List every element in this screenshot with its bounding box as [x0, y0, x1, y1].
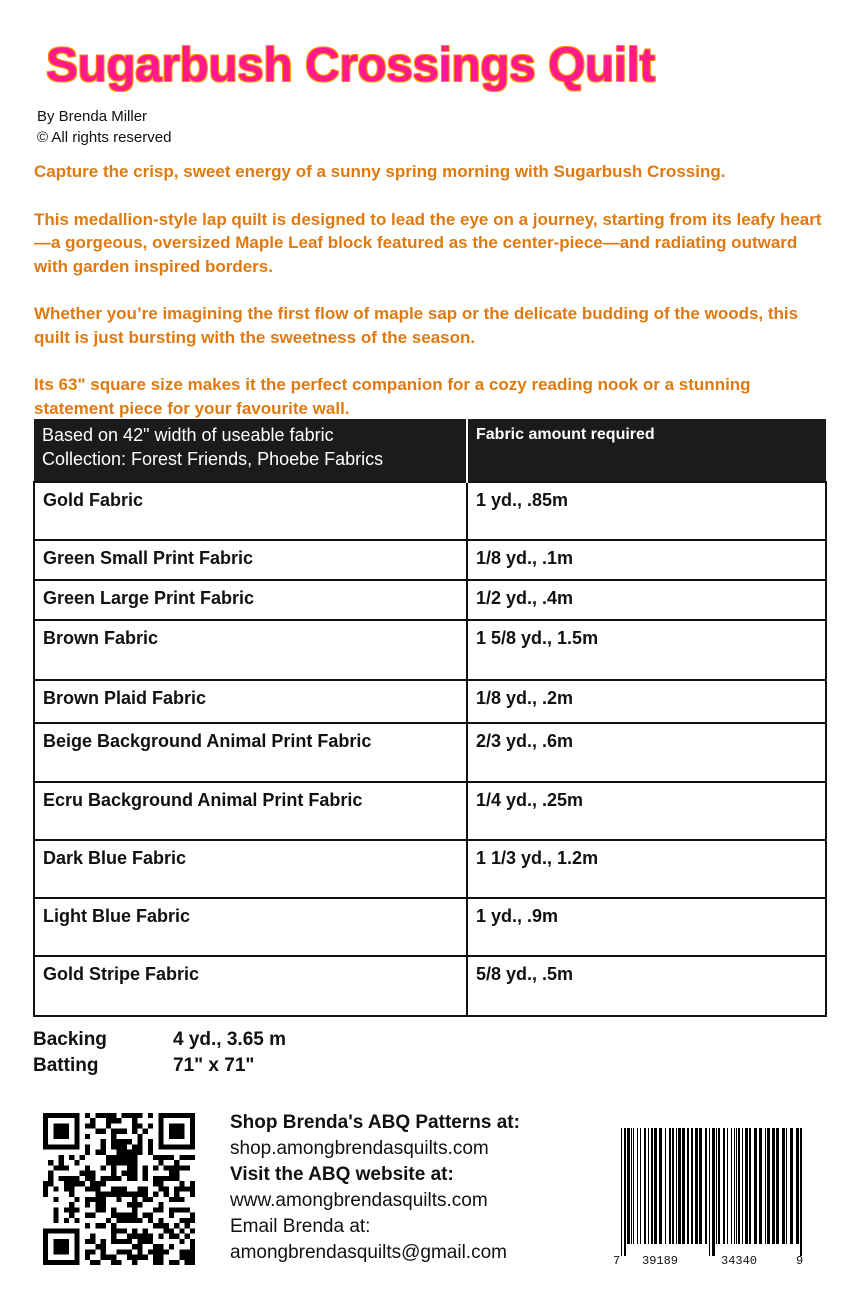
barcode-digit-first: 7: [613, 1254, 621, 1268]
backing-label: Backing: [33, 1029, 107, 1050]
fabric-name: Light Blue Fabric: [34, 898, 467, 956]
table-row: [34, 580, 826, 620]
fabric-amount: 1/8 yd., .2m: [467, 680, 826, 723]
barcode-digit-last: 9: [796, 1254, 804, 1268]
byline: [37, 106, 171, 148]
header-width-note: Based on 42" width of useable fabric: [42, 425, 334, 445]
barcode-digits-right: 34340: [721, 1254, 758, 1268]
table-row: [34, 840, 826, 898]
fabric-amount: 1 yd., .85m: [467, 482, 826, 540]
fabric-amount: 1/2 yd., .4m: [467, 580, 826, 620]
batting-label: Batting: [33, 1055, 99, 1076]
fabric-amount: 1 1/3 yd., 1.2m: [467, 840, 826, 898]
fabric-name: Gold Stripe Fabric: [34, 956, 467, 1016]
table-row: [34, 956, 826, 1016]
fabric-name: Brown Fabric: [34, 620, 467, 680]
qr-code: [43, 1113, 195, 1265]
intro-paragraph: Capture the crisp, sweet energy of a sunny spring morning with Sugarbush Crossing.: [34, 162, 726, 181]
table-row: [34, 540, 826, 580]
batting-row: [33, 1053, 286, 1079]
fabric-amount: 2/3 yd., .6m: [467, 723, 826, 782]
intro-paragraph: This medallion-style lap quilt is designed to lead the eye on a journey, starting from its leafy heart—a gorgeous, oversized Maple Leaf block featured as the center-piece—and radiating outward with garden inspired borders.: [34, 209, 822, 276]
fabric-name: Brown Plaid Fabric: [34, 680, 467, 723]
table-row: [34, 782, 826, 840]
copyright-line: © All rights reserved: [37, 129, 172, 146]
fabric-name: Beige Background Animal Print Fabric: [34, 723, 467, 782]
website-url-link[interactable]: www.amongbrendasquilts.com: [230, 1190, 488, 1211]
intro-text: [34, 160, 834, 444]
fabric-amount: 1/4 yd., .25m: [467, 782, 826, 840]
website-heading: Visit the ABQ website at:: [230, 1164, 454, 1185]
barcode: [615, 1128, 810, 1256]
author-line: By Brenda Miller: [37, 108, 148, 125]
header-collection: Collection: Forest Friends, Phoebe Fabrics: [42, 449, 384, 469]
barcode-digits-left: 39189: [642, 1254, 679, 1268]
backing-row: [33, 1027, 286, 1053]
fabric-name: Green Small Print Fabric: [34, 540, 467, 580]
page-title: Sugarbush Crossings Quilt: [46, 39, 655, 92]
fabric-amount: 1 5/8 yd., 1.5m: [467, 620, 826, 680]
table-row: [34, 620, 826, 680]
batting-value: 71" x 71": [173, 1055, 255, 1076]
header-amount: Fabric amount required: [467, 419, 826, 482]
shop-heading: Shop Brenda's ABQ Patterns at:: [230, 1112, 520, 1133]
table-header-row: [34, 419, 826, 482]
table-row: [34, 723, 826, 782]
backing-batting: [33, 1027, 286, 1079]
shop-url-link[interactable]: shop.amongbrendasquilts.com: [230, 1138, 489, 1159]
fabric-amount: 1 yd., .9m: [467, 898, 826, 956]
fabric-requirements-table: [33, 419, 827, 1017]
intro-paragraph: Whether you’re imagining the first flow of maple sap or the delicate budding of the woods, this quilt is just bursting with the sweetness of the season.: [34, 304, 799, 347]
email-heading: Email Brenda at:: [230, 1216, 371, 1237]
table-row: [34, 680, 826, 723]
intro-paragraph: Its 63" square size makes it the perfect companion for a cozy reading nook or a stunning statement piece for your favourite wall.: [34, 375, 751, 418]
email-link[interactable]: amongbrendasquilts@gmail.com: [230, 1242, 507, 1263]
header-fabric-basis: [34, 419, 467, 482]
fabric-name: Gold Fabric: [34, 482, 467, 540]
backing-value: 4 yd., 3.65 m: [173, 1029, 287, 1050]
table-row: [34, 898, 826, 956]
fabric-amount: 5/8 yd., .5m: [467, 956, 826, 1016]
fabric-name: Ecru Background Animal Print Fabric: [34, 782, 467, 840]
fabric-name: Green Large Print Fabric: [34, 580, 467, 620]
shop-info: [230, 1110, 520, 1266]
fabric-name: Dark Blue Fabric: [34, 840, 467, 898]
fabric-amount: 1/8 yd., .1m: [467, 540, 826, 580]
table-row: [34, 482, 826, 540]
